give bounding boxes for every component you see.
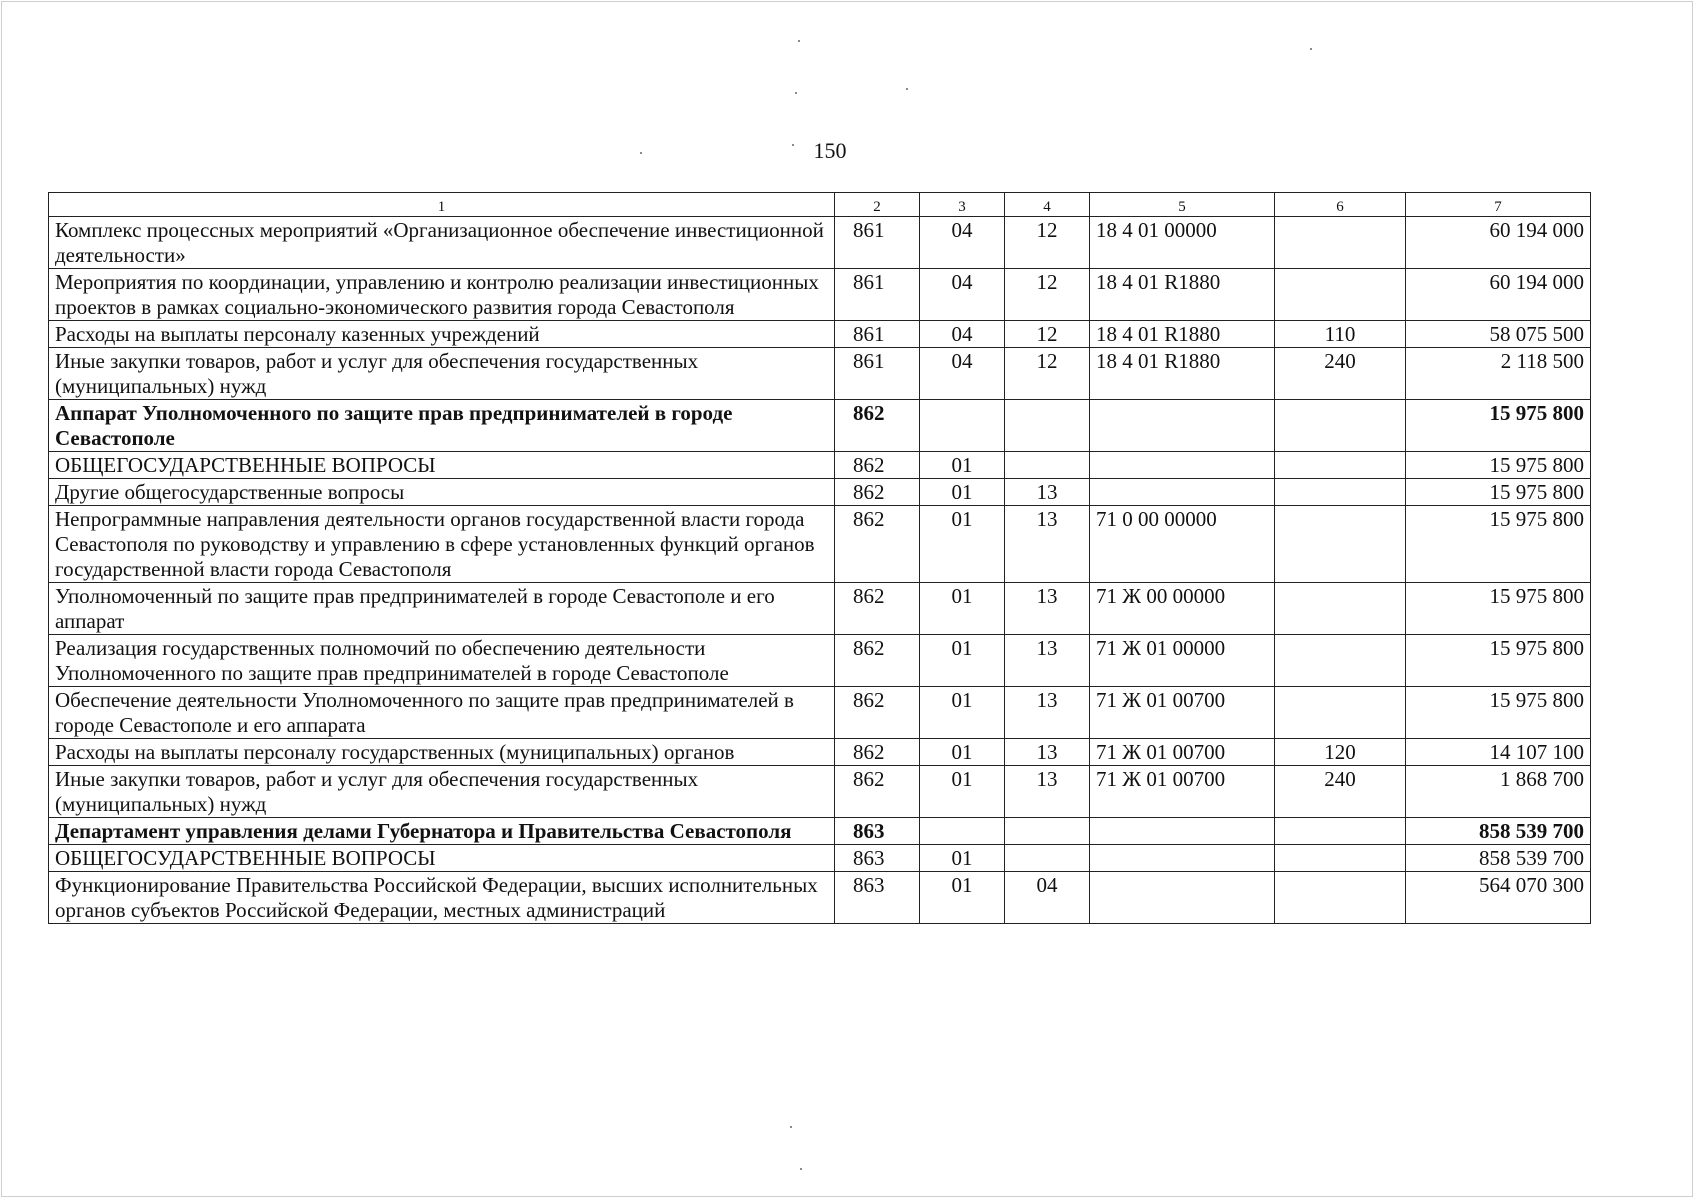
cell-target-article bbox=[1090, 845, 1275, 872]
cell-subsection: 12 bbox=[1005, 269, 1090, 321]
cell-amount: 15 975 800 bbox=[1406, 635, 1591, 687]
cell-chapter: 862 bbox=[835, 766, 920, 818]
cell-section: 01 bbox=[920, 845, 1005, 872]
cell-expense-type bbox=[1275, 452, 1406, 479]
cell-target-article: 71 Ж 01 00700 bbox=[1090, 687, 1275, 739]
cell-chapter: 862 bbox=[835, 635, 920, 687]
cell-chapter: 863 bbox=[835, 845, 920, 872]
cell-subsection: 12 bbox=[1005, 217, 1090, 269]
cell-chapter: 862 bbox=[835, 687, 920, 739]
cell-name: Иные закупки товаров, работ и услуг для обеспечения государственных (муниципальных) нужд bbox=[49, 348, 835, 400]
cell-target-article: 18 4 01 00000 bbox=[1090, 217, 1275, 269]
cell-amount: 14 107 100 bbox=[1406, 739, 1591, 766]
cell-expense-type: 240 bbox=[1275, 766, 1406, 818]
header-col-7: 7 bbox=[1406, 193, 1591, 217]
cell-chapter: 861 bbox=[835, 217, 920, 269]
cell-chapter: 862 bbox=[835, 739, 920, 766]
cell-target-article: 18 4 01 R1880 bbox=[1090, 321, 1275, 348]
cell-amount: 564 070 300 bbox=[1406, 872, 1591, 924]
cell-name: Другие общегосударственные вопросы bbox=[49, 479, 835, 506]
cell-amount: 15 975 800 bbox=[1406, 506, 1591, 583]
cell-target-article bbox=[1090, 872, 1275, 924]
cell-expense-type: 240 bbox=[1275, 348, 1406, 400]
header-col-1: 1 bbox=[49, 193, 835, 217]
cell-expense-type bbox=[1275, 687, 1406, 739]
cell-subsection: 13 bbox=[1005, 479, 1090, 506]
cell-subsection bbox=[1005, 845, 1090, 872]
table-row bbox=[49, 452, 1591, 479]
cell-section bbox=[920, 400, 1005, 452]
cell-section: 01 bbox=[920, 739, 1005, 766]
cell-amount: 15 975 800 bbox=[1406, 452, 1591, 479]
cell-amount: 15 975 800 bbox=[1406, 583, 1591, 635]
cell-chapter: 862 bbox=[835, 506, 920, 583]
cell-subsection: 13 bbox=[1005, 583, 1090, 635]
cell-section bbox=[920, 818, 1005, 845]
cell-subsection: 13 bbox=[1005, 635, 1090, 687]
cell-expense-type bbox=[1275, 818, 1406, 845]
table-row bbox=[49, 635, 1591, 687]
cell-section: 04 bbox=[920, 269, 1005, 321]
cell-amount: 58 075 500 bbox=[1406, 321, 1591, 348]
cell-subsection: 04 bbox=[1005, 872, 1090, 924]
cell-amount: 1 868 700 bbox=[1406, 766, 1591, 818]
cell-section: 04 bbox=[920, 217, 1005, 269]
scan-speck bbox=[906, 88, 908, 90]
cell-expense-type: 120 bbox=[1275, 739, 1406, 766]
scan-speck bbox=[798, 40, 800, 42]
cell-section: 01 bbox=[920, 635, 1005, 687]
cell-target-article bbox=[1090, 452, 1275, 479]
table-row bbox=[49, 583, 1591, 635]
scan-speck bbox=[790, 1126, 792, 1128]
cell-expense-type bbox=[1275, 583, 1406, 635]
table-row bbox=[49, 818, 1591, 845]
cell-section: 01 bbox=[920, 766, 1005, 818]
cell-subsection bbox=[1005, 452, 1090, 479]
cell-section: 04 bbox=[920, 321, 1005, 348]
scan-speck bbox=[792, 144, 794, 146]
scan-speck bbox=[795, 92, 797, 94]
cell-target-article: 71 Ж 00 00000 bbox=[1090, 583, 1275, 635]
cell-amount: 858 539 700 bbox=[1406, 818, 1591, 845]
cell-target-article bbox=[1090, 400, 1275, 452]
cell-chapter: 863 bbox=[835, 872, 920, 924]
cell-name: Комплекс процессных мероприятий «Организационное обеспечение инвестиционной деятельности» bbox=[49, 217, 835, 269]
budget-table bbox=[48, 192, 1591, 924]
cell-target-article: 18 4 01 R1880 bbox=[1090, 269, 1275, 321]
cell-amount: 858 539 700 bbox=[1406, 845, 1591, 872]
cell-name: Реализация государственных полномочий по обеспечению деятельности Уполномоченного по защите прав предпринимателей в городе Севастополе bbox=[49, 635, 835, 687]
cell-target-article bbox=[1090, 818, 1275, 845]
cell-expense-type bbox=[1275, 845, 1406, 872]
table-header-row bbox=[49, 193, 1591, 217]
cell-expense-type bbox=[1275, 269, 1406, 321]
table-row bbox=[49, 321, 1591, 348]
cell-expense-type bbox=[1275, 479, 1406, 506]
cell-subsection: 13 bbox=[1005, 687, 1090, 739]
header-col-3: 3 bbox=[920, 193, 1005, 217]
cell-section: 01 bbox=[920, 583, 1005, 635]
table-body bbox=[49, 217, 1591, 924]
cell-chapter: 861 bbox=[835, 321, 920, 348]
cell-amount: 15 975 800 bbox=[1406, 400, 1591, 452]
cell-name: Мероприятия по координации, управлению и контролю реализации инвестиционных проектов в рамках социально-экономического развития города Севастополя bbox=[49, 269, 835, 321]
cell-chapter: 863 bbox=[835, 818, 920, 845]
cell-chapter: 862 bbox=[835, 479, 920, 506]
cell-amount: 60 194 000 bbox=[1406, 269, 1591, 321]
cell-name: ОБЩЕГОСУДАРСТВЕННЫЕ ВОПРОСЫ bbox=[49, 845, 835, 872]
cell-section: 01 bbox=[920, 506, 1005, 583]
scan-speck bbox=[640, 152, 642, 154]
page-number: 150 bbox=[813, 138, 847, 163]
cell-name: Департамент управления делами Губернатора и Правительства Севастополя bbox=[49, 818, 835, 845]
cell-target-article bbox=[1090, 479, 1275, 506]
cell-subsection: 12 bbox=[1005, 348, 1090, 400]
scan-speck bbox=[1310, 48, 1312, 50]
cell-chapter: 861 bbox=[835, 348, 920, 400]
table-row bbox=[49, 348, 1591, 400]
table-row bbox=[49, 400, 1591, 452]
cell-chapter: 862 bbox=[835, 583, 920, 635]
table-row bbox=[49, 506, 1591, 583]
cell-expense-type: 110 bbox=[1275, 321, 1406, 348]
cell-name: Непрограммные направления деятельности органов государственной власти города Севастополя по руководству и управлению в сфере установленных функций органов государственной власти города Севастополя bbox=[49, 506, 835, 583]
cell-section: 04 bbox=[920, 348, 1005, 400]
cell-target-article: 18 4 01 R1880 bbox=[1090, 348, 1275, 400]
cell-name: Функционирование Правительства Российской Федерации, высших исполнительных органов субъектов Российской Федерации, местных администраций bbox=[49, 872, 835, 924]
cell-section: 01 bbox=[920, 687, 1005, 739]
cell-expense-type bbox=[1275, 400, 1406, 452]
cell-name: Аппарат Уполномоченного по защите прав предпринимателей в городе Севастополе bbox=[49, 400, 835, 452]
cell-amount: 2 118 500 bbox=[1406, 348, 1591, 400]
cell-amount: 15 975 800 bbox=[1406, 479, 1591, 506]
cell-name: Иные закупки товаров, работ и услуг для обеспечения государственных (муниципальных) нужд bbox=[49, 766, 835, 818]
table-row bbox=[49, 766, 1591, 818]
cell-target-article: 71 Ж 01 00000 bbox=[1090, 635, 1275, 687]
cell-section: 01 bbox=[920, 872, 1005, 924]
cell-subsection: 13 bbox=[1005, 739, 1090, 766]
header-col-6: 6 bbox=[1275, 193, 1406, 217]
table-row bbox=[49, 479, 1591, 506]
cell-subsection: 13 bbox=[1005, 766, 1090, 818]
cell-chapter: 862 bbox=[835, 452, 920, 479]
table-row bbox=[49, 739, 1591, 766]
scan-speck bbox=[800, 1168, 802, 1170]
header-col-4: 4 bbox=[1005, 193, 1090, 217]
cell-subsection: 13 bbox=[1005, 506, 1090, 583]
cell-target-article: 71 Ж 01 00700 bbox=[1090, 739, 1275, 766]
cell-name: Расходы на выплаты персоналу казенных учреждений bbox=[49, 321, 835, 348]
cell-amount: 15 975 800 bbox=[1406, 687, 1591, 739]
cell-expense-type bbox=[1275, 217, 1406, 269]
table-row bbox=[49, 845, 1591, 872]
cell-name: Расходы на выплаты персоналу государственных (муниципальных) органов bbox=[49, 739, 835, 766]
cell-expense-type bbox=[1275, 635, 1406, 687]
cell-name: Уполномоченный по защите прав предпринимателей в городе Севастополе и его аппарат bbox=[49, 583, 835, 635]
header-col-2: 2 bbox=[835, 193, 920, 217]
cell-subsection: 12 bbox=[1005, 321, 1090, 348]
cell-expense-type bbox=[1275, 872, 1406, 924]
cell-name: ОБЩЕГОСУДАРСТВЕННЫЕ ВОПРОСЫ bbox=[49, 452, 835, 479]
table-row bbox=[49, 687, 1591, 739]
cell-target-article: 71 Ж 01 00700 bbox=[1090, 766, 1275, 818]
cell-section: 01 bbox=[920, 479, 1005, 506]
cell-expense-type bbox=[1275, 506, 1406, 583]
cell-chapter: 861 bbox=[835, 269, 920, 321]
cell-amount: 60 194 000 bbox=[1406, 217, 1591, 269]
cell-subsection bbox=[1005, 818, 1090, 845]
table-row bbox=[49, 269, 1591, 321]
cell-chapter: 862 bbox=[835, 400, 920, 452]
cell-section: 01 bbox=[920, 452, 1005, 479]
header-col-5: 5 bbox=[1090, 193, 1275, 217]
cell-target-article: 71 0 00 00000 bbox=[1090, 506, 1275, 583]
table-row bbox=[49, 217, 1591, 269]
cell-name: Обеспечение деятельности Уполномоченного по защите прав предпринимателей в городе Севастополе и его аппарата bbox=[49, 687, 835, 739]
table-row bbox=[49, 872, 1591, 924]
cell-subsection bbox=[1005, 400, 1090, 452]
